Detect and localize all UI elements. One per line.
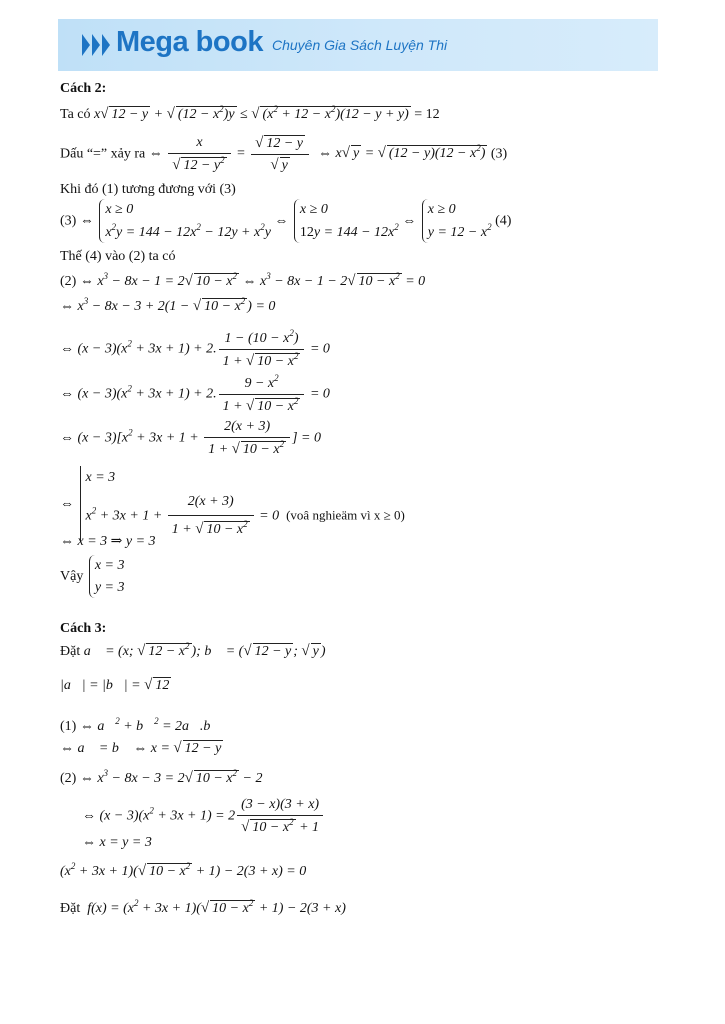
c2-inequality-line: Ta có x√ 12 − y + √ $(12 - x^2)y$ ≤ √ $(x^2 + 12 - x^2)(12 - y + y) = 12$ bbox=[60, 104, 440, 122]
c2-eq-line-2: ⇔ $x^3 - 8x - 3 + 2(1$ − √ $10 - x^2$ ) = 0 bbox=[60, 296, 276, 314]
c2-substitution-text: Thế (4) vào (2) ta có bbox=[60, 249, 176, 264]
c3-eq-1: (1) ⇔ a⃗$^2$ + b⃗$^2$ = 2a⃗.b⃗ bbox=[60, 716, 222, 734]
c2-conclusion: Vậy x = 3 y = 3 bbox=[60, 555, 125, 598]
c2-eq-line-7: ⇔ x = 3 ⇒ y = 3 bbox=[60, 534, 156, 549]
brand-name: Mega book bbox=[116, 26, 263, 58]
brand-tagline: Chuyên Gia Sách Luyện Thi bbox=[272, 37, 448, 53]
c3-eq-4: ⇔ $(x - 3)(x^2 + 3x + 1) = 2$ $\frac{(3 - x)(3 + x)}{√ 10 - x^2 + 1}$ bbox=[60, 796, 325, 836]
c3-eq-6: $(x^2 + 3x + 1)(√$ $10 - x^2 + 1) - 2(3 + x) = 0$ bbox=[60, 861, 307, 879]
method-3-heading: Cách 3: bbox=[60, 621, 107, 636]
c3-eq-2: ⇔ a⃗ = b⃗ ⇔ x = √ 12 − y bbox=[60, 740, 222, 756]
c3-function-def: Đặt $f(x) = (x^2 + 3x + 1)(√$ $10 - x^2 + 1) - 2(3 + x)$ bbox=[60, 898, 346, 916]
c2-system-line: (3) ⇔ x ≥ 0 $x^2y = 144 - 12x^2 - 12y + x^2y$ ⇔ x ≥ 0 $12y = 144 - 12x^2$ ⇔ x ≥ 0 $y = 12 - x^2$ (4) bbox=[60, 199, 511, 243]
method-2-heading: Cách 2: bbox=[60, 81, 107, 96]
header-banner bbox=[58, 19, 658, 71]
c2-equivalence-text: Khi đó (1) tương đương với (3) bbox=[60, 182, 236, 197]
c3-eq-3: (2) ⇔ $x^3 - 8x - 3 = 2√$ $10 - x^2 - 2$ bbox=[60, 768, 263, 786]
c2-equality-condition: Dấu “=” xảy ra ⇔ $\frac{x}{√ 12 - y^2}$ = $\frac{√ 12 - y}{√ y}$ ⇔ x√ y = √ $(12 - y)(12 - x^2)$ (3) bbox=[60, 135, 508, 173]
c3-vector-norm: |a⃗| = |b⃗| = √ 12 bbox=[60, 677, 170, 693]
c2-eq-line-3: ⇔ $(x - 3)(x^2 + 3x + 1) + 2$. $\frac{1 - (10 - x^2)}{1 + √ 10 - x^2}$ = 0 bbox=[60, 328, 330, 369]
c3-eq-5: ⇔ x = y = 3 bbox=[82, 835, 152, 850]
megabook-logo-icon bbox=[80, 32, 114, 58]
c2-eq-line-4: ⇔ $(x - 3)(x^2 + 3x + 1) + 2$. $\frac{9 - x^2}{1 + √ 10 - x^2}$ = 0 bbox=[60, 373, 330, 414]
c3-vector-def: Đặt a⃗ = (x; √ $12 - x^2$ ); b⃗ = (√ 12 − y ; √ y ) bbox=[60, 641, 326, 659]
c2-eq-line-5: ⇔ $(x - 3)[x^2 + 3x + 1$ + $\frac{2(x + 3)}{1 + √ 10 - x^2}$ ] = 0 bbox=[60, 419, 321, 457]
c2-eq-line-1: (2) ⇔ $x^3 - 8x - 1 = 2√$ $10 - x^2$ ⇔ $x^3 - 8x - 1 - 2√$ $10 - x^2 = 0$ bbox=[60, 271, 426, 289]
c2-case-split: ⇔ x = 3 $x^2 + 3x + 1$ + $\frac{2(x + 3)}{1 + √ 10 - x^2}$ = 0 (voâ nghieäm vì x ≥ 0) bbox=[60, 466, 405, 542]
